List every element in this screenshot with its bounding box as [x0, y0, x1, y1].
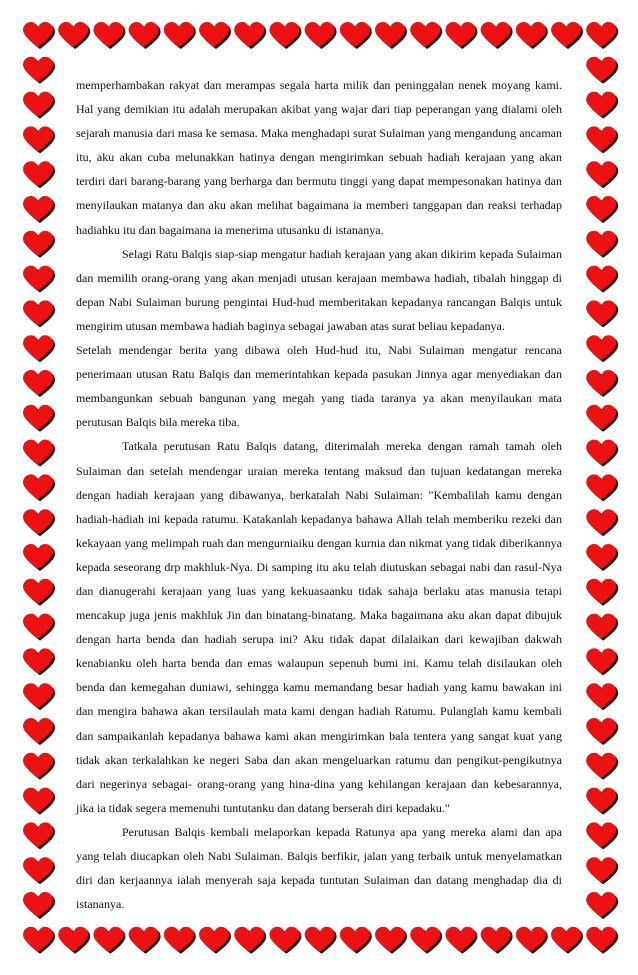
heart-icon	[586, 579, 618, 606]
heart-icon	[586, 892, 618, 919]
heart-icon	[23, 266, 55, 293]
heart-icon	[93, 22, 125, 49]
heart-icon	[23, 474, 55, 501]
heart-icon	[586, 335, 618, 362]
paragraph-5: Perutusan Balqis kembali melaporkan kepada Ratunya apa yang mereka alami dan apa yang telah diucapkan oleh Nabi Sulaiman. Balqis berfikir, jalan yang terbaik untuk menyelamatkan diri dan kerjaannya ialah menyerah saja kepada tuntutan Sulaiman dan datang menghadap dia di istananya.	[76, 824, 562, 912]
heart-icon	[481, 927, 513, 954]
heart-icon	[199, 22, 231, 49]
heart-icon	[586, 683, 618, 710]
heart-icon	[410, 927, 442, 954]
heart-icon	[586, 266, 618, 293]
heart-icon	[410, 22, 442, 49]
heart-icon	[23, 92, 55, 119]
heart-icon	[586, 648, 618, 675]
paragraph-2: Selagi Ratu Balqis siap-siap mengatur hadiah kerajaan yang akan dikirim kepada Sulaiman dan memilih orang-orang yang akan menjadi utusan kerajaan membawa hadiah, tibalah hinggap di depan Nabi Sulaiman burung pengintai Hud-hud memberitakan kepadanya rancangan Balqis untuk mengirim utusan membawa hadiah baginya sebagai jawaban atas surat beliau kepadanya.	[76, 246, 562, 333]
heart-icon	[586, 405, 618, 432]
heart-icon	[586, 927, 618, 954]
heart-icon	[23, 544, 55, 571]
heart-icon	[269, 22, 301, 49]
heart-icon	[234, 22, 266, 49]
heart-icon	[375, 927, 407, 954]
heart-icon	[23, 126, 55, 153]
heart-icon	[23, 927, 55, 954]
heart-icon	[586, 300, 618, 327]
paragraph-1: memperhambakan rakyat dan merampas segala harta milik dan peninggalan nenek moyang kami. Hal yang demikian itu adalah merupakan akibat yang wajar dari tiap peperangan yang dialami oleh sejarah manusia dari masa ke semasa. Maka menghadapi surat Sulaiman yang mengandung ancaman itu, aku akan cuba melunakkan hatinya dengan mengirimkan sebuah hadiah kerajaan yang akan terdiri dari barang-barang yang berharga dan bermutu tinggi yang dapat mempesonakan hatinya dan menyilaukan matanya dan aku akan melihat bagaimana ia memberi tanggapan dan reaksi terhadap hadiahku itu dan bagaimana ia menerima utusanku di istananya.	[76, 78, 562, 237]
heart-icon	[445, 22, 477, 49]
heart-icon	[23, 22, 55, 49]
heart-icon	[23, 509, 55, 536]
heart-icon	[305, 22, 337, 49]
heart-icon	[23, 753, 55, 780]
heart-icon	[58, 22, 90, 49]
heart-icon	[586, 126, 618, 153]
heart-icon	[586, 718, 618, 745]
heart-icon	[516, 22, 548, 49]
heart-icon	[516, 927, 548, 954]
heart-icon	[586, 544, 618, 571]
heart-icon	[23, 788, 55, 815]
heart-icon	[23, 196, 55, 223]
paragraph-4: Tatkala perutusan Ratu Balqis datang, diterimalah mereka dengan ramah tamah oleh Sulaiman dan setelah mendengar uraian mereka tentang maksud dan tujuan kedatangan mereka dengan hadiah kerajaan yang dibawanya, berkatalah Nabi Sulaiman: "Kembalilah kamu dengan hadiah-hadiah ini kepada ratumu. Katakanlah kepadanya bahawa Allah telah memberiku rezeki dan kekayaan yang melimpah ruah dan mengurniaiku dengan kurnia dan nikmat yang tidak diberikannya kepada seseorang drp makhluk-Nya. Di samping itu aku telah diutuskan sebagai nabi dan rasul-Nya dan dianugerahi kerajaan yang luas yang kekuasaanku tidak sahaja berlaku atas manusia tetapi mencakup juga jenis makhluk Jin dan binatang-binatang. Maka bagaimana aku akan dapat dibujuk dengan harta benda dan hadiah serupa ini? Aku tidak dapat dilalaikan dari kewajiban dakwah kenabianku oleh harta benda dan emas walaupun sepenuh bumi ini. Kamu telah disilaukan oleh benda dan kemegahan duniawi, sehingga kamu memandang besar hadiah yang kamu bawakan ini dan mengira bahawa akan tersilaulah mata kami dengan hadiah Ratumu. Pulanglah kamu kembali dan sampaikanlah kepadanya bahawa kami akan mengirimkan bala tentera yang sangat kuat yang tidak akan terkalahkan ke negeri Saba dan akan mengeluarkan ratumu dan pengikut-pengikutnya dari negerinya sebagai- orang-orang yang hina-dina yang kehilangan kerajaan dan kebesarannya, jika ia tidak segera memenuhi tuntutanku dan datang berserah diri kepadaku."	[76, 439, 562, 815]
heart-icon	[586, 370, 618, 397]
heart-icon	[586, 614, 618, 641]
heart-icon	[23, 718, 55, 745]
heart-icon	[586, 57, 618, 84]
heart-icon	[586, 196, 618, 223]
heart-icon	[586, 161, 618, 188]
heart-icon	[23, 857, 55, 884]
heart-icon	[23, 161, 55, 188]
heart-icon	[340, 22, 372, 49]
heart-icon	[23, 57, 55, 84]
heart-icon	[375, 22, 407, 49]
heart-icon	[586, 753, 618, 780]
heart-icon	[586, 231, 618, 258]
heart-icon	[551, 927, 583, 954]
heart-icon	[23, 892, 55, 919]
heart-icon	[586, 92, 618, 119]
heart-icon	[93, 927, 125, 954]
heart-icon	[23, 335, 55, 362]
heart-icon	[340, 927, 372, 954]
heart-icon	[23, 370, 55, 397]
heart-icon	[445, 927, 477, 954]
heart-icon	[551, 22, 583, 49]
heart-icon	[23, 648, 55, 675]
heart-icon	[129, 22, 161, 49]
heart-icon	[23, 683, 55, 710]
heart-icon	[23, 231, 55, 258]
heart-icon	[23, 579, 55, 606]
heart-icon	[129, 927, 161, 954]
document-body	[76, 73, 562, 916]
heart-icon	[269, 927, 301, 954]
heart-icon	[586, 857, 618, 884]
heart-icon	[23, 300, 55, 327]
heart-icon	[23, 405, 55, 432]
heart-icon	[199, 927, 231, 954]
heart-icon	[586, 22, 618, 49]
heart-icon	[23, 822, 55, 849]
heart-icon	[23, 440, 55, 467]
heart-icon	[234, 927, 266, 954]
heart-icon	[481, 22, 513, 49]
heart-icon	[164, 927, 196, 954]
heart-icon	[58, 927, 90, 954]
heart-icon	[164, 22, 196, 49]
heart-icon	[23, 614, 55, 641]
heart-icon	[586, 440, 618, 467]
heart-icon	[586, 788, 618, 815]
heart-icon	[586, 474, 618, 501]
heart-icon	[586, 822, 618, 849]
heart-icon	[586, 509, 618, 536]
heart-icon	[305, 927, 337, 954]
paragraph-3: Setelah mendengar berita yang dibawa oleh Hud-hud itu, Nabi Sulaiman mengatur rencana penerimaan utusan Ratu Balqis dan memerintahkan kepada pasukan Jinnya agar menyediakan dan membangunkan sebuah bangunan yang megah yang tiada taranya ya akan menyilaukan mata perutusan Balqis bila mereka tiba.	[76, 343, 562, 430]
